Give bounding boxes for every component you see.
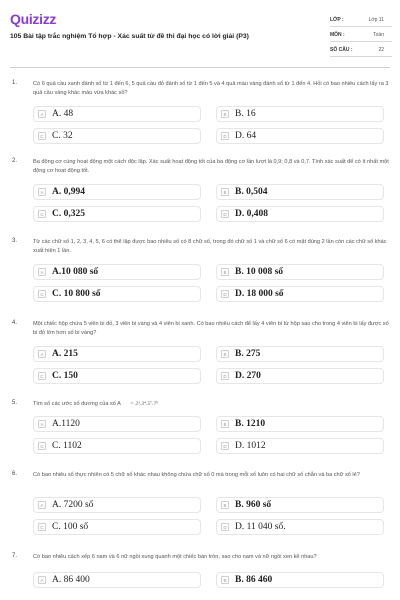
meta-box xyxy=(330,12,392,57)
question-text xyxy=(33,400,158,409)
meta-value: Lớp 11 xyxy=(368,17,384,23)
option-letter: C xyxy=(38,210,46,218)
option-letter: D xyxy=(221,210,229,218)
question-number: 6. xyxy=(12,471,18,477)
option-text: D. 1012 xyxy=(235,441,266,451)
option-text: D. 11 040 số. xyxy=(235,522,286,532)
option-b[interactable] xyxy=(216,106,384,122)
question-text: Có bao nhiêu số thực nhiên có 5 chữ số khác nhau không chứa chữ số 0 mà trong mỗi số luôn có hai chữ số chẵn và ba chữ số lẻ? xyxy=(33,472,360,478)
question-number: 7. xyxy=(12,553,18,559)
option-letter: B xyxy=(221,268,229,276)
meta-value: Toán xyxy=(373,32,384,38)
option-letter: A xyxy=(38,110,46,118)
question-formula: = 2³.3⁴.5⁷.7⁶ xyxy=(130,401,159,407)
meta-label: MÔN : xyxy=(330,32,345,38)
option-a[interactable] xyxy=(33,264,201,280)
option-letter: B xyxy=(221,188,229,196)
option-d[interactable] xyxy=(216,128,384,144)
question-number: 4. xyxy=(12,320,18,326)
meta-row-subject xyxy=(330,27,392,42)
option-c[interactable] xyxy=(33,368,201,384)
option-a[interactable] xyxy=(33,346,201,362)
option-letter: A xyxy=(38,188,46,196)
question-text: Một chiếc hộp chứa 5 viên bi đỏ, 3 viên bi vàng và 4 viên bi xanh. Có bao nhiêu cách để lấy 4 viên bi từ hộp sao cho trong 4 viên bi lấy được số bi đỏ lớn hơn số bi vàng? xyxy=(33,321,389,336)
option-a[interactable] xyxy=(33,106,201,122)
option-text: A.10 080 số xyxy=(52,267,99,277)
option-text: C. 32 xyxy=(52,131,73,141)
option-b[interactable] xyxy=(216,497,384,513)
quizizz-logo: Quizizz xyxy=(10,11,57,27)
question-number: 2. xyxy=(12,158,18,164)
question-text-main: Tìm số các ước số dương của số A xyxy=(33,401,121,407)
question-text: Có bao nhiêu cách xếp 6 nam và 6 nữ ngồi xung quanh một chiếc bàn tròn, sao cho nam và nữ ngồi xen kẽ nhau? xyxy=(33,554,317,560)
option-text: C. 100 số xyxy=(52,522,89,532)
option-b[interactable] xyxy=(216,184,384,200)
option-text: A. 7200 số xyxy=(52,500,94,510)
option-letter: A xyxy=(38,576,46,584)
option-text: A. 215 xyxy=(52,349,78,359)
option-b[interactable] xyxy=(216,264,384,280)
option-a[interactable] xyxy=(33,572,201,588)
option-c[interactable] xyxy=(33,286,201,302)
option-c[interactable] xyxy=(33,128,201,144)
option-d[interactable] xyxy=(216,519,384,535)
option-letter: A xyxy=(38,268,46,276)
option-text: D. 18 000 số xyxy=(235,289,284,299)
option-letter: D xyxy=(221,523,229,531)
option-letter: C xyxy=(38,523,46,531)
option-text: B. 16 xyxy=(235,109,256,119)
option-text: C. 10 800 số xyxy=(52,289,101,299)
option-text: D. 0,408 xyxy=(235,209,268,219)
option-letter: B xyxy=(221,110,229,118)
option-d[interactable] xyxy=(216,206,384,222)
option-text: C. 150 xyxy=(52,371,78,381)
meta-row-question-count xyxy=(330,42,392,57)
option-text: A. 48 xyxy=(52,109,74,119)
option-letter: C xyxy=(38,290,46,298)
option-text: B. 0,504 xyxy=(235,187,268,197)
option-text: B. 10 008 số xyxy=(235,267,284,277)
option-letter: D xyxy=(221,372,229,380)
option-letter: D xyxy=(221,132,229,140)
meta-row-class xyxy=(330,12,392,27)
option-text: A. 86 400 xyxy=(52,575,90,585)
option-text: D. 270 xyxy=(235,371,261,381)
option-a[interactable] xyxy=(33,184,201,200)
option-text: B. 275 xyxy=(235,349,261,359)
option-d[interactable] xyxy=(216,368,384,384)
header xyxy=(0,0,400,62)
meta-value: 22 xyxy=(378,47,384,53)
option-b[interactable] xyxy=(216,572,384,588)
option-text: D. 64 xyxy=(235,131,257,141)
option-b[interactable] xyxy=(216,416,384,432)
option-a[interactable] xyxy=(33,497,201,513)
question-text: Từ các chữ số 1, 2, 3, 4, 5, 6 có thể lập được bao nhiêu số có 8 chữ số, trong đó chữ số 1 và chữ số 6 có mặt đúng 2 lần còn các chữ số khác xuất hiện 1 lần. xyxy=(33,239,387,254)
option-letter: A xyxy=(38,350,46,358)
meta-label: LỚP : xyxy=(330,17,344,23)
meta-label: SỐ CÂU : xyxy=(330,47,353,53)
option-letter: D xyxy=(221,290,229,298)
option-text: B. 1210 xyxy=(235,419,266,429)
question-text: Có 6 quả cầu xanh đánh số từ 1 đến 6, 5 quả cầu đỏ đánh số từ 1 đến 5 và 4 quả màu vàng đánh số từ 1 đến 4. Hỏi có bao nhiêu cách lấy ra 3 quả cầu vàng khác màu vừa khác số? xyxy=(33,81,389,96)
option-c[interactable] xyxy=(33,206,201,222)
question-number: 3. xyxy=(12,238,18,244)
option-letter: C xyxy=(38,372,46,380)
option-letter: B xyxy=(221,350,229,358)
option-letter: B xyxy=(221,420,229,428)
question-text: Ba động cơ cùng hoạt động một cách độc lập. Xác suất hoạt động tốt của ba động cơ lần lượt là 0,9; 0,8 và 0,7. Tính xác suất để có ít nhất một động cơ hoạt động tốt. xyxy=(33,159,389,174)
option-text: C. 0,325 xyxy=(52,209,85,219)
page-title: 105 Bài tập trắc nghiệm Tổ hợp - Xác suất từ đề thi đại học có lời giải (P3) xyxy=(10,33,249,40)
option-b[interactable] xyxy=(216,346,384,362)
option-text: B. 86 460 xyxy=(235,575,273,585)
option-text: A. 0,994 xyxy=(52,187,85,197)
option-text: A.1120 xyxy=(52,419,80,429)
option-letter: B xyxy=(221,576,229,584)
option-letter: C xyxy=(38,442,46,450)
option-d[interactable] xyxy=(216,438,384,454)
option-letter: A xyxy=(38,501,46,509)
option-letter: D xyxy=(221,442,229,450)
option-text: C. 1102 xyxy=(52,441,82,451)
question-number: 5. xyxy=(12,400,18,406)
option-letter: A xyxy=(38,420,46,428)
option-c[interactable] xyxy=(33,438,201,454)
option-c[interactable] xyxy=(33,519,201,535)
option-d[interactable] xyxy=(216,286,384,302)
option-text: B. 960 số xyxy=(235,500,272,510)
option-letter: C xyxy=(38,132,46,140)
option-a[interactable] xyxy=(33,416,201,432)
question-number: 1. xyxy=(12,80,18,86)
header-divider xyxy=(10,67,390,68)
option-letter: B xyxy=(221,501,229,509)
